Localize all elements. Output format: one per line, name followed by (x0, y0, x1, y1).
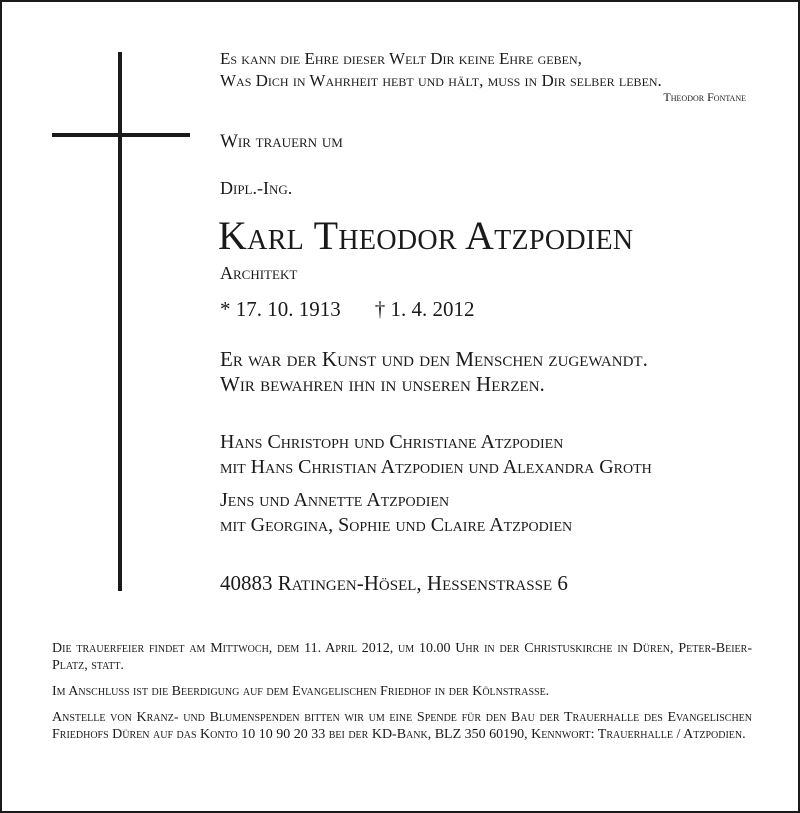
quote-author: Theodor Fontane (663, 90, 746, 104)
academic-title: Dipl.-Ing. (220, 178, 293, 198)
funeral-service-info: Die trauerfeier findet am Mittwoch, dem 11. April 2012, um 10.00 Uhr in der Christuskirche in Düren, Peter-Beier-Platz, statt. (52, 641, 752, 673)
mourner-line: mit Hans Christian Atzpodien und Alexandra Groth (220, 456, 652, 478)
quote-line-2: Was Dich in Wahrheit hebt und hält, muss in Dir selber leben. (220, 71, 662, 90)
tribute-line-1: Er war der Kunst und den Menschen zugewandt. (220, 347, 648, 371)
mourner-group (220, 430, 652, 480)
profession: Architekt (220, 263, 298, 283)
tribute-text (220, 347, 648, 397)
mourner-line: mit Georgina, Sophie und Claire Atzpodien (220, 514, 573, 536)
epigraph-quote (220, 48, 662, 92)
mourners-list (220, 430, 652, 538)
birth-date: * 17. 10. 1913 (220, 297, 341, 321)
intro-text: Wir trauern um (220, 131, 343, 152)
tribute-line-2: Wir bewahren ihn in unseren Herzen. (220, 372, 545, 396)
burial-info: Im Anschluss ist die Beerdigung auf dem Evangelischen Friedhof in der Kölnstrasse. (52, 684, 550, 699)
mourner-group (220, 488, 652, 538)
mourner-line: Hans Christoph und Christiane Atzpodien (220, 431, 564, 453)
donation-info: Anstelle von Kranz- und Blumenspenden bitten wir um eine Spende für den Bau der Trauerhalle des Evangelischen Friedhofs Düren auf das Konto 10 10 90 20 33 bei der KD-Bank, BLZ 350 60190, Kennwort: Trauerhalle / Atzpodien. (52, 710, 752, 742)
mourner-line: Jens und Annette Atzpodien (220, 489, 450, 511)
quote-line-1: Es kann die Ehre dieser Welt Dir keine Ehre geben, (220, 49, 582, 68)
life-dates (220, 297, 475, 322)
deceased-name: Karl Theodor Atzpodien (218, 213, 634, 258)
cross-icon-crossbar (52, 133, 190, 137)
funeral-details (52, 640, 752, 752)
family-address: 40883 Ratingen-Hösel, Hessenstrasse 6 (220, 571, 568, 595)
death-date: † 1. 4. 2012 (374, 297, 475, 321)
